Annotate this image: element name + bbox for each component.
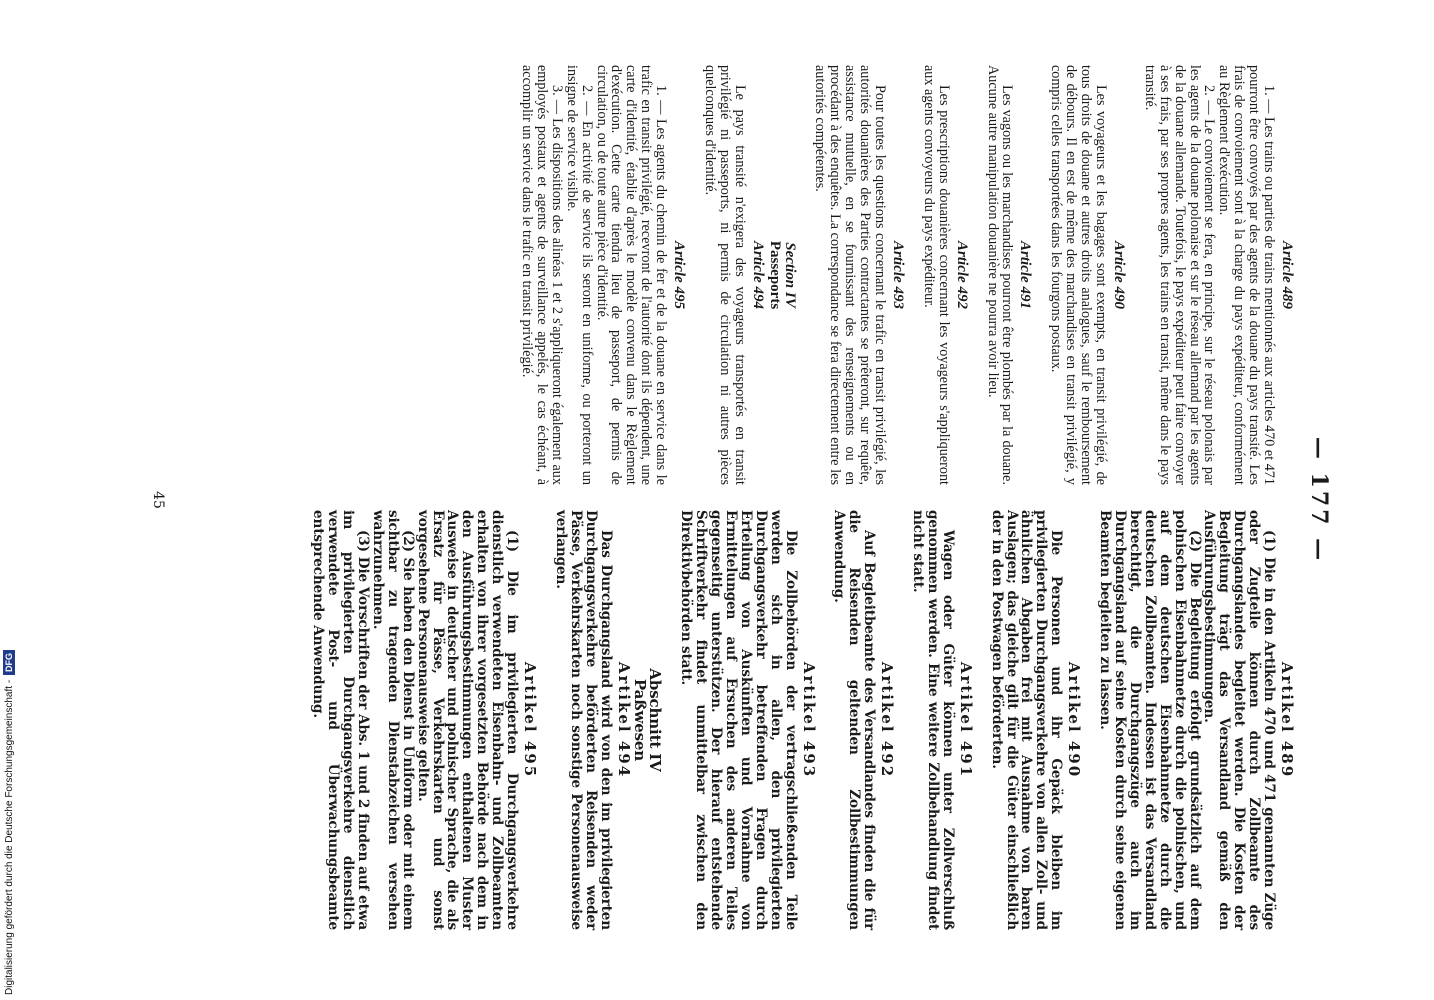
- article-489-title-fr: Article 489: [1279, 241, 1295, 309]
- section-title-fr: Section IV: [781, 242, 798, 308]
- article-493-para-1-fr: Pour toutes les questions concernant le trafic en transit privilégié, les autorités douanières des Parties contractantes se prêteront, sur requête, assistance mutuelle, en se fournissant des renseignements ou en procédant à des enquêtes. La correspondance se fera directement entre les autorités compétentes.: [812, 65, 889, 485]
- article-495-title-de: Artikel 495: [521, 661, 540, 779]
- article-489-para-1-fr: 1. — Les trains ou parties de trains mentionnés aux articles 470 et 471 pourront être convoyés par des agents de la douane du pays transité. Les frais de convoiement sont à la charge du pays expéditeur, conformément au Règlement d'exécution.: [1216, 65, 1278, 485]
- article-495-para-2-de: (2) Sie haben den Dienst in Uniform oder mit einem sichtbar zu tragenden Dienstabzeichen versehen wahrzunehmen.: [369, 510, 416, 930]
- dfg-logo: DFG: [3, 650, 15, 675]
- article-489-para-2-de: (2) Die Begleitung erfolgt grundsätzlich auf dem polnischen Eisenbahnnetze durch die polnischen, und auf dem deutschen Eisenbahnnetze durch die deutschen Zollbeamten. Indessen ist das Versandland berechtigt, die Durchgangszüge auch im Durchgangsland auf seine Kosten durch seine eigenen Beamten begleiten zu lassen.: [1097, 510, 1203, 930]
- article-493-title-de: Artikel 493: [799, 661, 818, 779]
- credit-text: Digitalisierung gefördert durch die Deutsche Forschungsgemeinschaft -: [4, 679, 15, 995]
- article-490-para-1-de: Die Personen und ihr Gepäck bleiben im privilegierten Durchgangsverkehre von allen Zoll- und ähnlichen Abgaben frei mit Ausnahme von baren Auslagen; das gleiche gilt für die Güter einschließlich der in den Postwagen beförderten.: [988, 510, 1065, 930]
- document-page: [100, 65, 1350, 935]
- article-489-para-1-de: (1) Die in den Artikeln 470 und 471 genannten Züge oder Zugteile können durch Zollbeamte des Durchgangslandes begleitet werden. Die Kosten der Begleitung trägt das Versandland gemäß den Ausführungsbestimmungen.: [1201, 510, 1278, 930]
- section-subtitle-fr: Passeports: [766, 240, 783, 310]
- article-490-title-fr: Article 490: [1110, 241, 1127, 309]
- digitization-credit: [3, 605, 17, 995]
- article-494-para-1-fr: Le pays transité n'exigera des voyageurs transportés en transit privilégié ni passeports, ni permis de circulation ni autres pièces quelconques d'identité.: [702, 65, 748, 485]
- article-489-para-2-fr: 2. — Le convoiement se fera, en principe, sur le réseau polonais par les agents de la douane polonaise et sur le réseau allemand par les agents de la douane allemande. Toutefois, le pays expéditeur peut faire convoyer à ses frais, par ses propres agents, les trains en transit, même dans le pays transité.: [1141, 65, 1218, 485]
- french-column: [204, 65, 1294, 485]
- article-491-title-fr: Article 491: [1017, 241, 1034, 309]
- article-495-para-1-de: (1) Die im privilegierten Durchgangsverkehre dienstlich verwendeten Eisenbahn- und Zollbeamten erhalten von ihrer vorgesetzten Behörde nach dem in den Ausführungsbestimmungen enthaltenen Muster Ausweise in deutscher und polnischer Sprache, die als Ersatz für Pässe, Verkehrskarten und sonst vorgesehene Personenausweise gelten.: [414, 510, 521, 930]
- article-490-title-de: Artikel 490: [1065, 661, 1084, 779]
- article-492-title-de: Artikel 492: [878, 661, 897, 779]
- article-495-para-3-de: (3) Die Vorschriften der Abs. 1 und 2 finden auf etwa im privilegierten Durchgangsverkehre dienstlich verwendete Post- und Überwachungsbeamte entsprechende Anwendung.: [310, 510, 372, 930]
- article-493-para-1-de: Die Zollbehörden der vertragschließenden Teile werden sich in allen, den privilegierten Durchgangsverkehr betreffenden Fragen durch Erteilung von Auskünften und Vornahme von Ermittelungen auf Ersuchen des anderen Teiles gegenseitig unterstützen. Der hierauf entstehende Schriftverkehr findet unmittelbar zwischen den Direktivbehörden statt.: [678, 510, 799, 930]
- article-494-title-fr: Article 494: [749, 241, 766, 309]
- section-subtitle-de: Paßwesen: [631, 678, 650, 762]
- article-495-para-1-fr: 1. — Les agents du chemin de fer et de la douane en service dans le trafic en transit privilégié, recevront de l'autorité dont ils dépendent, une carte d'identité, établie d'après le modèle convenu dans le Règlement d'exécution. Cette carte tiendra lieu de passeport, de permis de circulation, ou de toute autre pièce d'identité.: [593, 65, 670, 485]
- article-495-title-fr: Article 495: [671, 241, 688, 309]
- article-492-title-fr: Article 492: [953, 241, 970, 309]
- article-494-para-1-de: Das Durchgangsland wird von den im privilegierten Durchgangsverkehre beförderten Reisenden weder Pässe, Verkehrskarten noch sonstige Personenausweise verlangen.: [552, 510, 614, 930]
- page-number-header: — 177 —: [1306, 436, 1332, 564]
- article-489-title-de: Artikel 489: [1278, 661, 1296, 779]
- german-column: [204, 510, 1294, 930]
- article-491-para-1-fr: Les vagons ou les marchandises pourront être plombés par la douane. Aucune autre manipulation douanière ne pourra avoir lieu.: [984, 65, 1016, 485]
- article-493-title-fr: Article 493: [889, 241, 906, 309]
- article-491-para-1-de: Wagen oder Güter können unter Zollverschluß genommen werden. Eine weitere Zollbehandlung findet nicht statt.: [910, 510, 956, 930]
- article-495-para-3-fr: 3. — Les dispositions des alinéas 1 et 2 s'appliqueront également aux employés postaux et agents de surveillance appelés, le cas échéant, à accomplir un service dans le trafic en transit privilégié.: [519, 65, 565, 485]
- article-494-title-de: Artikel 494: [614, 661, 633, 779]
- section-title-de: Abschnitt IV: [646, 668, 665, 772]
- article-495-para-2-fr: 2. — En activité de service ils seront en uniforme, ou porteront un insigne de service visible.: [563, 65, 595, 485]
- article-490-para-1-fr: Les voyageurs et les bagages sont exempts, en transit privilégié, de tous droits de douane et autres droits analogues, sauf le remboursement de débours. Il en est de même des marchandises en transit privilégié, y compris celles transportées dans les fourgons postaux.: [1048, 65, 1110, 485]
- page-number-footer: 45: [150, 491, 166, 509]
- article-492-para-1-fr: Les prescriptions douanières concernant les voyageurs s'appliqueront aux agents convoyeurs du pays expéditeur.: [920, 65, 952, 485]
- article-491-title-de: Artikel 491: [956, 661, 975, 779]
- article-492-para-1-de: Auf Begleitbeamte des Versandlandes finden die für die Reisenden geltenden Zollbestimmungen Anwendung.: [831, 510, 878, 930]
